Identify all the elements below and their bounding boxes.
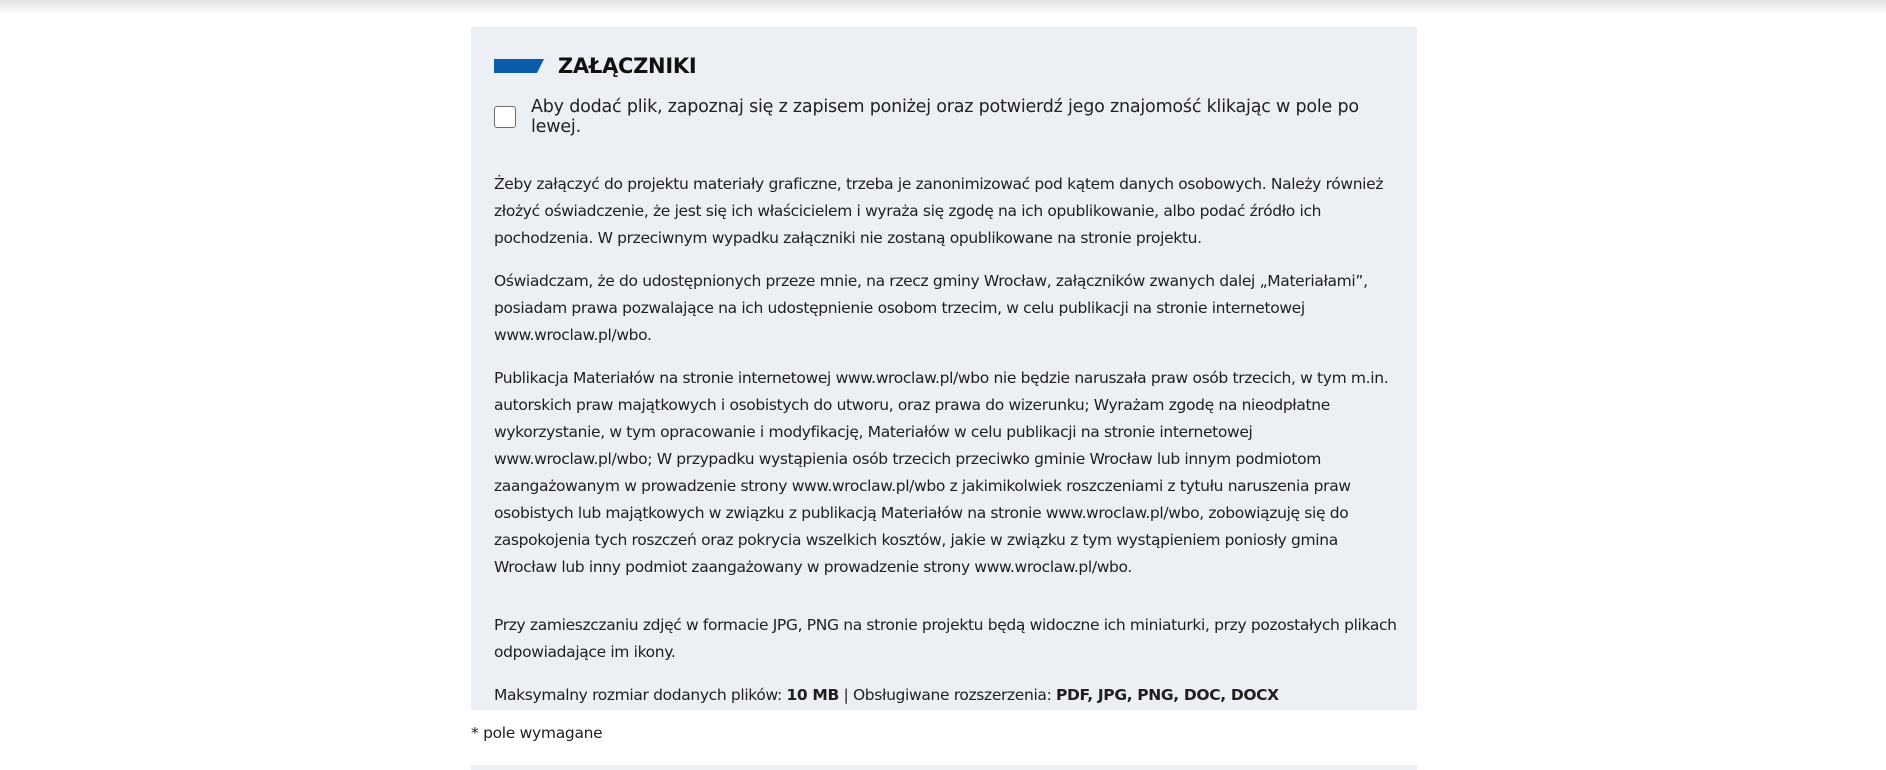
next-section-edge bbox=[471, 765, 1417, 770]
info-paragraph: Przy zamieszczaniu zdjęć w formacie JPG, PNG na stronie projektu będą widoczne ich miniaturki, przy pozostałych plikach odpowiadające im ikony. bbox=[494, 616, 1397, 661]
file-limits bbox=[494, 682, 1399, 709]
extensions-label: Obsługiwane rozszerzenia: bbox=[852, 686, 1057, 704]
section-header bbox=[494, 49, 1394, 83]
attachments-info bbox=[494, 171, 1399, 709]
size-label: Maksymalny rozmiar dodanych plików: bbox=[494, 686, 787, 704]
section-title: ZAŁĄCZNIKI bbox=[558, 54, 697, 78]
attachments-panel bbox=[471, 27, 1417, 710]
info-paragraph: Oświadczam, że do udostępnionych przeze mnie, na rzecz gminy Wrocław, załączników zwanych dalej „Materiałami”, posiadam prawa pozwalające na ich udostępnienie osobom trzecim, w celu publikacji na stronie internetowej www.wroclaw.pl/wbo. bbox=[494, 272, 1368, 344]
info-paragraph: Publikacja Materiałów na stronie internetowej www.wroclaw.pl/wbo nie będzie naruszała praw osób trzecich, w tym m.in. autorskich praw majątkowych i osobistych do utworu, oraz prawa do wizerunku; Wyrażam zgodę na nieodpłatne wykorzystanie, w tym opracowanie i modyfikację, Materiałów w celu publikacji na stronie internetowej www.wroclaw.pl/wbo; W przypadku wystąpienia osób trzecich przeciwko gminie Wrocław lub innym podmiotom zaangażowanym w prowadzenie strony www.wroclaw.pl/wbo z jakimikolwiek roszczeniami z tytułu naruszenia praw osobistych lub majątkowych w związku z publikacją Materiałów na stronie www.wroclaw.pl/wbo, zobowiązuję się do zaspokojenia tych roszczeń oraz pokrycia wszelkich kosztów, jakie w związku z tym wystąpieniem poniosły gmina Wrocław lub inny podmiot zaangażowany w prowadzenie strony www.wroclaw.pl/wbo. bbox=[494, 369, 1389, 576]
required-note: * pole wymagane bbox=[471, 724, 603, 742]
section-accent-bar bbox=[494, 59, 544, 73]
size-value: 10 MB bbox=[786, 686, 839, 704]
header-shadow bbox=[0, 0, 1886, 14]
consent-checkbox[interactable] bbox=[494, 106, 516, 128]
consent-row[interactable] bbox=[494, 97, 1394, 137]
limits-separator: | bbox=[838, 686, 853, 704]
info-paragraph: Żeby załączyć do projektu materiały graficzne, trzeba je zanonimizować pod kątem danych osobowych. Należy również złożyć oświadczenie, że jest się ich właścicielem i wyraża się zgodę na ich opublikowanie, albo podać źródło ich pochodzenia. W przeciwnym wypadku załączniki nie zostaną opublikowane na stronie projektu. bbox=[494, 175, 1384, 247]
extensions-value: PDF, JPG, PNG, DOC, DOCX bbox=[1056, 686, 1279, 704]
consent-label[interactable]: Aby dodać plik, zapoznaj się z zapisem poniżej oraz potwierdź jego znajomość klikając w pole po lewej. bbox=[531, 97, 1359, 137]
